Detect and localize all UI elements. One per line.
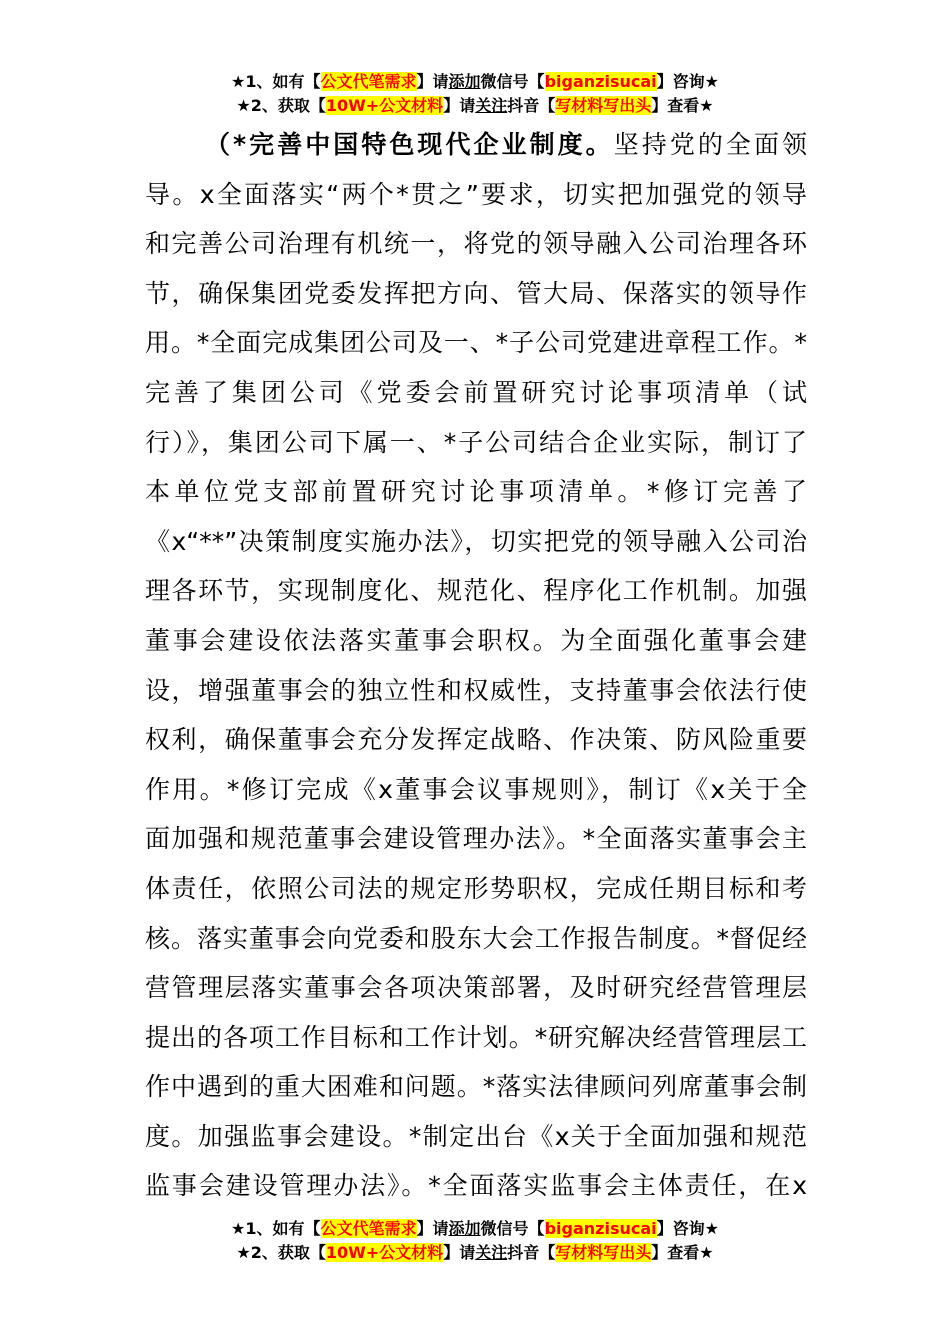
paragraph-line: 提出的各项工作目标和工作计划。*研究解决经营管理层工	[145, 1022, 807, 1052]
paragraph-line: 《x“**”决策制度实施办法》，切实把党的领导融入公司治	[145, 526, 807, 556]
banner-text: ★2、获取【	[236, 96, 326, 115]
banner-text: ★1、如有【	[231, 1219, 321, 1238]
banner-text: 】请	[416, 1219, 449, 1238]
paragraph-first-line	[145, 120, 807, 170]
paragraph-line: 作中遇到的重大困难和问题。*落实法律顾问列席董事会制	[145, 1072, 807, 1102]
banner-text: ★2、获取【	[236, 1243, 326, 1262]
banner-underline: 添加	[448, 72, 481, 91]
banner-highlight: 写材料写出头	[555, 96, 652, 115]
banner-highlight: 10W+公文材料	[325, 96, 444, 115]
banner-underline: 关注	[475, 1243, 508, 1262]
banner-highlight: biganzisucai	[544, 1219, 657, 1238]
paragraph-line: 和完善公司治理有机统一，将党的领导融入公司治理各环	[145, 229, 807, 259]
banner-underline: 关注	[475, 96, 508, 115]
paragraph-line: 核。落实董事会向党委和股东大会工作报告制度。*督促经	[145, 923, 807, 953]
paragraph-text: 坚持党的全面领	[613, 130, 807, 159]
header-banner	[0, 70, 950, 118]
paragraph-line: 面加强和规范董事会建设管理办法》。*全面落实董事会主	[145, 824, 807, 854]
banner-text: 抖音【	[507, 1243, 556, 1262]
paragraph-line: 用。*全面完成集团公司及一、*子公司党建进章程工作。*	[145, 328, 807, 358]
banner-text: ★1、如有【	[231, 72, 321, 91]
paragraph-line: 导。x全面落实“两个*贯之”要求，切实把加强党的领导	[145, 179, 807, 209]
banner-text: 】咨询★	[656, 72, 719, 91]
banner-text: 】请	[416, 72, 449, 91]
document-body	[145, 120, 807, 1210]
paragraph-line: 权利，确保董事会充分发挥定战略、作决策、防风险重要	[145, 725, 807, 755]
paragraph-line: 理各环节，实现制度化、规范化、程序化工作机制。加强	[145, 576, 807, 606]
banner-text: 抖音【	[507, 96, 556, 115]
banner-text: 】请	[443, 96, 476, 115]
banner-line-1	[0, 1217, 950, 1241]
footer-banner	[0, 1217, 950, 1265]
paragraph-line: 行）》，集团公司下属一、*子公司结合企业实际，制订了	[145, 427, 807, 457]
banner-underline: 添加	[448, 1219, 481, 1238]
banner-text: 】请	[443, 1243, 476, 1262]
paragraph-line: 营管理层落实董事会各项决策部署，及时研究经营管理层	[145, 973, 807, 1003]
banner-highlight: 公文代笔需求	[320, 1219, 417, 1238]
banner-text: 微信号【	[480, 72, 545, 91]
paragraph-line: 节，确保集团党委发挥把方向、管大局、保落实的领导作	[145, 278, 807, 308]
paragraph-line: 设，增强董事会的独立性和权威性，支持董事会依法行使	[145, 675, 807, 705]
banner-highlight: 公文代笔需求	[320, 72, 417, 91]
paragraph-line: 作用。*修订完成《x董事会议事规则》，制订《x关于全	[145, 774, 807, 804]
banner-highlight: 写材料写出头	[555, 1243, 652, 1262]
section-heading: （*完善中国特色现代企业制度。	[205, 130, 614, 159]
banner-line-2	[0, 94, 950, 118]
paragraph-line: 本单位党支部前置研究讨论事项清单。*修订完善了	[145, 477, 807, 507]
paragraph-lines	[145, 170, 807, 1210]
banner-highlight: biganzisucai	[544, 72, 657, 91]
banner-text: 】查看★	[651, 1243, 714, 1262]
banner-text: 】查看★	[651, 96, 714, 115]
banner-text: 】咨询★	[656, 1219, 719, 1238]
banner-highlight: 10W+公文材料	[325, 1243, 444, 1262]
banner-line-2	[0, 1241, 950, 1265]
paragraph-line: 体责任，依照公司法的规定形势职权，完成任期目标和考	[145, 873, 807, 903]
paragraph-line: 完善了集团公司《党委会前置研究讨论事项清单（试	[145, 377, 807, 407]
banner-text: 微信号【	[480, 1219, 545, 1238]
banner-line-1	[0, 70, 950, 94]
paragraph-line: 董事会建设依法落实董事会职权。为全面强化董事会建	[145, 625, 807, 655]
paragraph-line: 度。加强监事会建设。*制定出台《x关于全面加强和规范	[145, 1121, 807, 1151]
paragraph-line: 监事会建设管理办法》。*全面落实监事会主体责任，在x	[145, 1171, 807, 1201]
